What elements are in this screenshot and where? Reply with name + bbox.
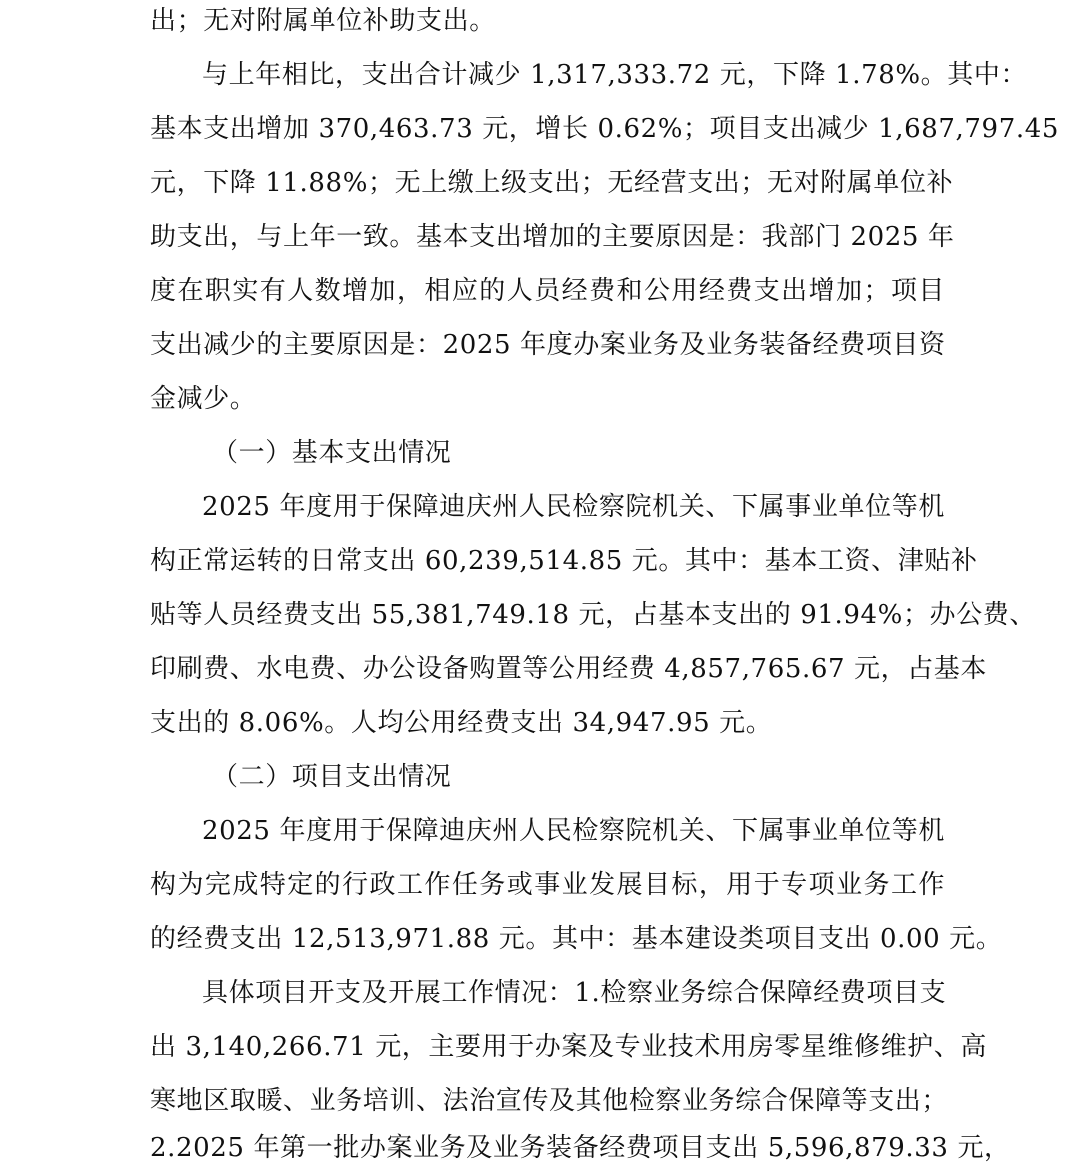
text-line: 助支出，与上年一致。基本支出增加的主要原因是：我部门 2025 年: [150, 222, 955, 252]
text-line: 寒地区取暖、业务培训、法治宣传及其他检察业务综合保障等支出；: [150, 1086, 949, 1116]
paragraph-first-line: 与上年相比，支出合计减少 1,317,333.72 元，下降 1.78%。其中：: [202, 60, 1028, 90]
text-line: 基本支出增加 370,463.73 元，增长 0.62%；项目支出减少 1,687,797.45: [150, 114, 1059, 144]
text-line: 支出减少的主要原因是：2025 年度办案业务及业务装备经费项目资: [150, 330, 946, 360]
text-line: 支出的 8.06%。人均公用经费支出 34,947.95 元。: [150, 708, 773, 738]
text-line: 2.2025 年第一批办案业务及业务装备经费项目支出 5,596,879.33 元，: [150, 1133, 1011, 1163]
paragraph-first-line: 2025 年度用于保障迪庆州人民检察院机关、下属事业单位等机: [202, 492, 945, 522]
text-line: 构正常运转的日常支出 60,239,514.85 元。其中：基本工资、津贴补: [150, 546, 978, 576]
text-line: 出 3,140,266.71 元，主要用于办案及专业技术用房零星维修维护、高: [150, 1032, 988, 1062]
text-line: 元，下降 11.88%；无上缴上级支出；无经营支出；无对附属单位补: [150, 168, 954, 198]
text-line: 构为完成特定的行政工作任务或事业发展目标，用于专项业务工作: [150, 870, 945, 900]
text-line: 度在职实有人数增加，相应的人员经费和公用经费支出增加；项目: [150, 276, 945, 306]
text-line: 印刷费、水电费、办公设备购置等公用经费 4,857,765.67 元，占基本: [150, 654, 988, 684]
section-heading-basic-expenditure: （一）基本支出情况: [212, 438, 452, 468]
paragraph-first-line: 具体项目开支及开展工作情况：1.检察业务综合保障经费项目支: [202, 978, 947, 1008]
text-line: 贴等人员经费支出 55,381,749.18 元，占基本支出的 91.94%；办公费、: [150, 600, 1036, 630]
text-line: 出；无对附属单位补助支出。: [150, 6, 496, 36]
paragraph-first-line: 2025 年度用于保障迪庆州人民检察院机关、下属事业单位等机: [202, 816, 945, 846]
text-line: 的经费支出 12,513,971.88 元。其中：基本建设类项目支出 0.00 元。: [150, 924, 1003, 954]
section-heading-project-expenditure: （二）项目支出情况: [212, 762, 452, 792]
text-line: 金减少。: [150, 384, 257, 414]
